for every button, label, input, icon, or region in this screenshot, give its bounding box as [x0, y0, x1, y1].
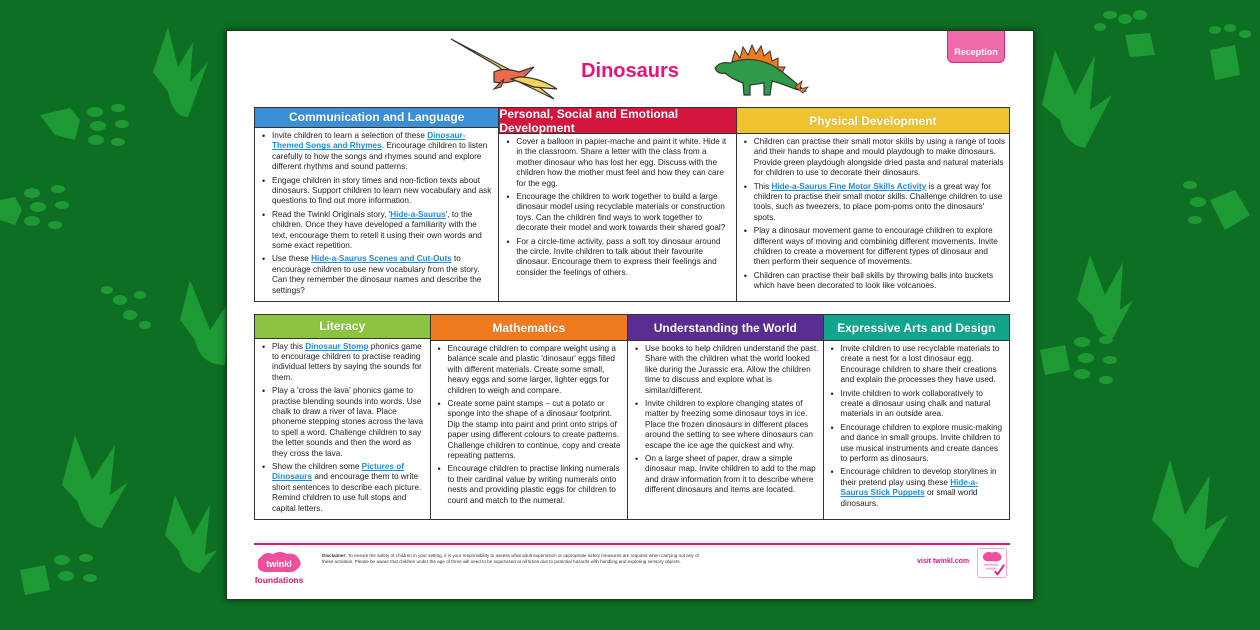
dino-footprint-icon — [1075, 250, 1135, 340]
svg-text:twinkl: twinkl — [266, 559, 292, 569]
section-personal-social-emotional — [499, 108, 736, 301]
visit-twinkl-link[interactable]: visit twinkl.com — [917, 558, 970, 565]
section-header: Personal, Social and Emotional Development — [499, 108, 735, 134]
activity-item: • Encourage children to compare weight using a balance scale and plastic 'dinosaur' eggs filled with different materials. Create some small, heavy eggs and some larger, lighter eggs for children to weigh and compare. — [435, 344, 623, 396]
reception-badge: Reception — [947, 31, 1005, 63]
section-understanding-world — [628, 315, 823, 519]
footer-divider — [254, 543, 1010, 545]
activity-item: • Children can practise their small motor skills by using a range of tools and their hands to shape and mould playdough to make dinosaurs. Provide green playdough alongside dried pasta and natural materials for children to use to decorate their dinosaurs. — [741, 137, 1005, 179]
twinkl-foundations-logo-icon — [255, 551, 305, 587]
svg-text:foundations: foundations — [255, 575, 304, 585]
activity-item: • On a large sheet of paper, draw a simple dinosaur map. Invite children to add to the map and draw information from it to describe where different dinosaurs and items are located. — [632, 454, 818, 496]
top-row — [254, 107, 1010, 302]
paw-print-icon — [1200, 20, 1255, 90]
stegosaurus-illustration-icon — [710, 43, 810, 98]
section-mathematics — [431, 315, 628, 519]
resource-link[interactable]: Dinosaur-Themed Songs and Rhymes — [272, 130, 466, 151]
activity-item: • Play a dinosaur movement game to encourage children to explore different ways of moving and combining different movements. Invite children to create a movement for different types of dinosaur and then perform their sequence of movements. — [741, 226, 1005, 268]
section-expressive-arts — [824, 315, 1010, 519]
section-physical-development — [737, 108, 1009, 301]
activity-item: • Engage children in story times and non-fiction texts about dinosaurs. Support children to learn new vocabulary and ask questions to find out more information. — [259, 176, 494, 207]
section-header: Physical Development — [737, 108, 1009, 134]
paw-print-icon — [1180, 170, 1255, 245]
paw-print-icon — [1090, 5, 1160, 60]
activity-item: • Encourage children to explore music-making and dance in small groups. Invite children to use musical instruments and create dances to perform as dinosaurs. — [828, 423, 1006, 465]
activity-item: • Invite children to learn a selection of these Dinosaur-Themed Songs and Rhymes. Encourage children to listen carefully to how the songs and rhymes sound and explore different rhythms and sound patterns. — [259, 131, 494, 173]
paw-print-icon — [20, 540, 100, 610]
section-literacy — [255, 315, 431, 519]
resource-link[interactable]: Hide-a-Saurus Fine Motor Skills Activity — [771, 181, 927, 191]
activity-item: • Play a 'cross the lava' phonics game to practise blending sounds into words. Use chalk to draw a river of lava. Place phoneme stepping stones across the lava to spell a word. Challenge children to say the letter sounds and then the word as they cross the lava. — [259, 386, 426, 459]
activity-item: • Encourage children to practise linking numerals to their cardinal value by writing numerals onto nests and providing plastic eggs for children to count and match to the numeral. — [435, 464, 623, 506]
paw-print-icon — [1040, 330, 1120, 400]
dino-footprint-icon — [148, 22, 213, 122]
resource-link[interactable]: Hide-a-Saurus Scenes and Cut-Outs — [311, 254, 452, 264]
resource-link[interactable]: Dinosaur Stomp — [305, 341, 369, 351]
resource-link[interactable]: Pictures of Dinosaurs — [272, 461, 404, 482]
activity-item: • Children can practise their ball skills by throwing balls into buckets which have been decorated to look like volcanoes. — [741, 271, 1005, 292]
activity-item: • Use these Hide-a-Saurus Scenes and Cut-Outs to encourage children to use new vocabulary from the story. Can they remember the dinosaur names and describe the settings? — [259, 254, 494, 296]
section-header: Communication and Language — [255, 108, 498, 128]
eyfs-planning-sheet — [226, 30, 1034, 600]
resource-link[interactable]: Hide-a-Saurus Stick Puppets — [840, 477, 978, 498]
section-header: Literacy — [255, 315, 430, 339]
page-title: Dinosaurs — [581, 60, 679, 82]
activity-item: • Cover a balloon in papier-mache and paint it white. Hide it in the classroom. Share a letter with the class from a mother dinosaur who has lost her egg. Discuss with the children how the mother must feel and how they can care for the egg. — [503, 137, 731, 189]
activity-item: • Encourage the children to work together to build a large dinosaur model using recyclable materials or construction toys. Can the children find ways to work together to decorate their model and work towards their shared goal? — [503, 192, 731, 234]
section-header: Expressive Arts and Design — [824, 315, 1010, 341]
paw-print-icon — [0, 175, 75, 240]
section-header: Understanding the World — [628, 315, 822, 341]
activity-item: • This Hide-a-Saurus Fine Motor Skills Activity is a great way for children to practise their small motor skills. Challenge children to use tools, such as tweezers, to place pom-poms onto the dinosaurs' spots. — [741, 182, 1005, 224]
activity-item: • Encourage children to develop storylines in their pretend play using these Hide-a-Saurus Stick Puppets or small world dinosaurs. — [828, 467, 1006, 509]
activity-item: • Read the Twinkl Originals story, 'Hide-a-Saurus', to the children. Once they have developed a familiarity with the text, encourage them to retell it using their own words and some exact repetition. — [259, 210, 494, 252]
paw-print-icon — [40, 100, 135, 165]
quality-standard-logo-icon — [977, 548, 1007, 578]
activity-item: • Invite children to use recyclable materials to create a nest for a lost dinosaur egg. Encourage children to share their creations and explain the processes they have used. — [828, 344, 1006, 386]
activity-item: • Create some paint stamps – cut a potato or sponge into the shape of a dinosaur footprint. Dip the stamp into paint and print onto strips of paper using different colours to create patterns. Challenge children to continue, copy and create repeating patterns. — [435, 399, 623, 461]
paw-print-icon — [95, 280, 155, 340]
activity-item: • Show the children some Pictures of Dinosaurs and encourage them to write short sentences to describe each picture. Remind children to use full stops and capital letters. — [259, 462, 426, 514]
activity-item: • Invite children to explore changing states of matter by freezing some dinosaur toys in ice. Place the frozen dinosaurs in different places around the setting to see where dinosaurs can escape the ice age the quickest and why. — [632, 399, 818, 451]
dino-footprint-icon — [165, 495, 220, 575]
activity-item: • Invite children to work collaboratively to create a dinosaur using chalk and natural materials in an outside area. — [828, 389, 1006, 420]
activity-item: • Use books to help children understand the past. Share with the children what the world looked like during the Jurassic era. Allow the children time to discuss and explore what is similar/different. — [632, 344, 818, 396]
bottom-row — [254, 314, 1010, 520]
safety-disclaimer: Disclaimer: To ensure the safety of children in your setting, it is your responsibility to assess what adult supervision or appropriate safety measures are required when carrying out any of these activities. Please be aware that children under the age of three will need to be supervised at all times due to potential hazards with handling and exploring sensory objects. — [322, 553, 699, 565]
dino-footprint-icon — [1150, 460, 1230, 570]
activity-item: • Play this Dinosaur Stomp phonics game to encourage children to practise reading individual letters by saying the sounds for them. — [259, 342, 426, 384]
section-communication-language — [255, 108, 499, 301]
activity-item: • For a circle-time activity, pass a soft toy dinosaur around the circle. Invite children to talk about their favourite dinosaur. Encourage them to express their feelings and consider the feelings of others. — [503, 237, 731, 279]
resource-link[interactable]: Hide-a-Saurus — [390, 209, 446, 219]
dino-footprint-icon — [60, 430, 130, 530]
section-header: Mathematics — [431, 315, 627, 341]
